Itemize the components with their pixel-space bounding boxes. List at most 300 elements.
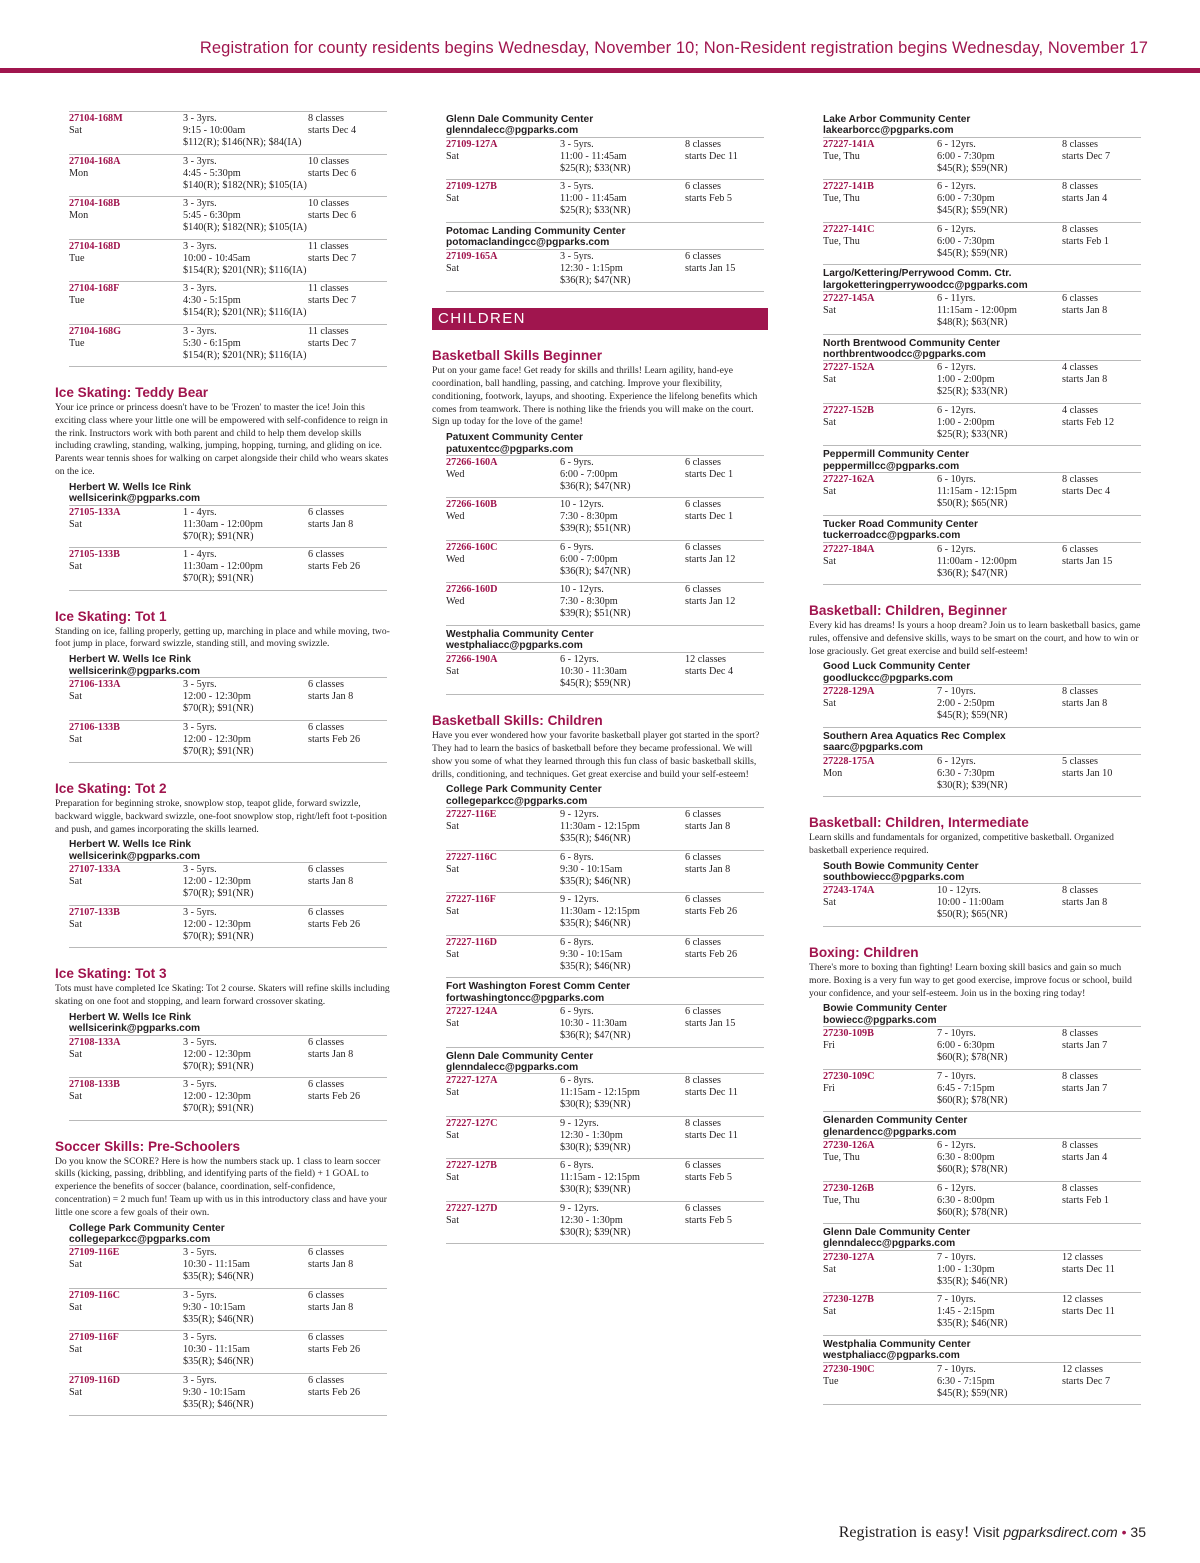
- class-start: starts Dec 7: [308, 337, 357, 349]
- class-start: starts Dec 7: [1062, 150, 1111, 162]
- class-time: 12:00 - 12:30pm: [183, 691, 251, 702]
- table-row: [823, 1070, 1141, 1113]
- class-time: 11:15am - 12:15pm: [560, 1172, 640, 1184]
- location: [823, 861, 1145, 884]
- class-fee: $35(R); $46(NR): [560, 833, 631, 845]
- class-age: 6 - 8yrs.: [560, 1160, 594, 1172]
- class-age: 6 - 12yrs.: [937, 138, 976, 150]
- class-day: Sat: [69, 733, 83, 745]
- class-age: 6 - 10yrs.: [937, 474, 976, 486]
- class-time: 6:30 - 8:00pm: [937, 1194, 995, 1206]
- class-fee: $35(R); $46(NR): [183, 1271, 254, 1283]
- location-name: Good Luck Community Center: [823, 661, 971, 673]
- location-name: Potomac Landing Community Center: [446, 225, 626, 237]
- table-row: [446, 137, 764, 181]
- class-code: 27230-190C: [823, 1363, 875, 1375]
- class-start: starts Jan 15: [1062, 555, 1113, 567]
- class-code: 27266-160C: [446, 541, 498, 553]
- class-age: 6 - 8yrs.: [560, 1075, 594, 1087]
- class-day: Mon: [69, 167, 89, 179]
- class-fee: $70(R); $91(NR): [183, 930, 254, 942]
- table-row: [446, 851, 764, 894]
- location: [823, 1115, 1145, 1138]
- class-fee: $35(R); $46(NR): [183, 1398, 254, 1410]
- table-row: [823, 137, 1141, 181]
- class-start: starts Feb 12: [1062, 416, 1115, 428]
- class-day: Tue: [823, 1375, 839, 1387]
- class-code: 27228-175A: [823, 755, 875, 767]
- class-count: 6 classes: [308, 1247, 344, 1259]
- class-start: starts Jan 8: [308, 1048, 354, 1060]
- location: [69, 482, 391, 505]
- class-age: 9 - 12yrs.: [560, 809, 599, 821]
- location-name: Glenn Dale Community Center: [823, 1227, 971, 1238]
- class-fee: $112(R); $146(NR); $84(IA): [183, 137, 302, 148]
- class-start: starts Dec 7: [308, 252, 357, 264]
- table-row: [446, 541, 764, 584]
- class-count: 6 classes: [685, 851, 721, 863]
- class-start: starts Dec 11: [685, 1087, 738, 1099]
- location: [823, 1339, 1145, 1362]
- table-row: [446, 249, 764, 293]
- class-time: 12:30 - 1:30pm: [560, 1129, 623, 1141]
- class-time: 11:00 - 11:45am: [560, 150, 627, 162]
- location-name: Herbert W. Wells Ice Rink: [69, 481, 192, 493]
- location: [823, 338, 1145, 361]
- class-day: Sat: [69, 125, 83, 136]
- class-age: 9 - 12yrs.: [560, 894, 599, 906]
- class-count: 8 classes: [1062, 1140, 1098, 1151]
- class-day: Sat: [69, 518, 83, 530]
- class-fee: $25(R); $33(NR): [937, 386, 1008, 398]
- location: [446, 981, 768, 1004]
- class-count: 8 classes: [1062, 1182, 1098, 1194]
- location-email: goodluckcc@pgparks.com: [823, 672, 953, 684]
- class-start: starts Jan 8: [308, 518, 354, 530]
- class-day: Mon: [823, 767, 843, 779]
- class-age: 10 - 12yrs.: [937, 885, 981, 897]
- class-time: 12:00 - 12:30pm: [183, 876, 251, 888]
- class-count: 8 classes: [1062, 223, 1098, 235]
- location-email: glenardencc@pgparks.com: [823, 1126, 957, 1138]
- class-fee: $36(R); $47(NR): [560, 1030, 631, 1042]
- location-email: saarc@pgparks.com: [823, 742, 923, 754]
- class-start: starts Jan 8: [685, 821, 731, 833]
- class-count: 12 classes: [1062, 1294, 1104, 1306]
- location-email: fortwashingtoncc@pgparks.com: [446, 992, 605, 1004]
- table-row: [446, 1202, 764, 1245]
- class-count: 12 classes: [1062, 1251, 1104, 1263]
- table-row: [69, 721, 387, 764]
- class-age: 9 - 12yrs.: [560, 1117, 599, 1129]
- class-count: 11 classes: [308, 240, 349, 252]
- class-code: 27227-141B: [823, 181, 874, 193]
- class-day: Tue, Thu: [823, 1152, 860, 1163]
- location-name: Bowie Community Center: [823, 1003, 947, 1015]
- class-fee: $35(R); $46(NR): [560, 960, 631, 972]
- class-time: 4:45 - 5:30pm: [183, 167, 241, 179]
- class-code: 27104-168G: [69, 325, 122, 337]
- class-day: Tue: [69, 337, 85, 349]
- class-table: [823, 1250, 1141, 1336]
- class-day: Sat: [69, 876, 83, 888]
- location-name: Peppermill Community Center: [823, 449, 970, 461]
- class-count: 6 classes: [685, 250, 721, 262]
- class-fee: $35(R); $46(NR): [183, 1313, 254, 1325]
- class-count: 6 classes: [308, 906, 344, 918]
- class-count: 6 classes: [685, 1202, 721, 1214]
- table-row: [69, 677, 387, 721]
- location-name: Southern Area Aquatics Rec Complex: [823, 730, 1006, 742]
- location: [69, 1012, 391, 1035]
- class-age: 6 - 12yrs.: [937, 181, 976, 193]
- table-row: [823, 360, 1141, 404]
- class-fee: $30(R); $39(NR): [560, 1099, 631, 1111]
- class-code: 27108-133A: [69, 1036, 121, 1048]
- class-day: Tue: [69, 295, 85, 306]
- class-table: [446, 807, 764, 978]
- class-age: 6 - 12yrs.: [560, 653, 599, 665]
- class-count: 6 classes: [1062, 543, 1098, 555]
- table-row: [823, 542, 1141, 586]
- location-name: Glenarden Community Center: [823, 1115, 968, 1127]
- class-count: 12 classes: [1062, 1363, 1104, 1375]
- class-start: starts Jan 8: [1062, 374, 1108, 386]
- class-time: 12:00 - 12:30pm: [183, 1048, 251, 1060]
- section-title: Soccer Skills: Pre-Schoolers: [55, 1138, 241, 1154]
- class-fee: $140(R); $182(NR); $105(IA): [183, 179, 307, 191]
- location-email: tuckerroadcc@pgparks.com: [823, 530, 961, 542]
- class-age: 3 - 3yrs.: [183, 155, 217, 167]
- class-start: starts Dec 11: [685, 1129, 738, 1141]
- location-email: southbowiecc@pgparks.com: [823, 872, 965, 884]
- location: [69, 839, 391, 862]
- class-age: 7 - 10yrs.: [937, 1251, 976, 1263]
- table-row: [69, 548, 387, 591]
- class-count: 6 classes: [308, 1332, 344, 1344]
- class-start: starts Dec 6: [308, 167, 357, 179]
- location-email: largoketteringperrywoodcc@pgparks.com: [823, 279, 1028, 291]
- class-count: 6 classes: [308, 1289, 344, 1301]
- class-count: 8 classes: [1062, 181, 1098, 193]
- class-fee: $60(R); $78(NR): [937, 1164, 1008, 1175]
- class-fee: $35(R); $46(NR): [937, 1318, 1008, 1330]
- footer-url-link[interactable]: pgparksdirect.com: [1003, 1524, 1118, 1540]
- table-row: [69, 862, 387, 906]
- class-day: Sat: [823, 416, 837, 428]
- class-time: 5:30 - 6:15pm: [183, 337, 241, 349]
- class-code: 27227-184A: [823, 543, 875, 555]
- class-day: Sat: [446, 193, 460, 205]
- location-email: glenndalecc@pgparks.com: [446, 1061, 579, 1073]
- table-row: [69, 240, 387, 283]
- location-email: westphaliacc@pgparks.com: [823, 1350, 960, 1362]
- table-row: [446, 1117, 764, 1160]
- class-code: 27109-116D: [69, 1374, 120, 1386]
- location-email: patuxentcc@pgparks.com: [446, 443, 574, 455]
- location-name: South Bowie Community Center: [823, 860, 979, 872]
- class-count: 6 classes: [308, 1079, 344, 1091]
- class-code: 27266-160A: [446, 456, 498, 468]
- class-day: Sat: [446, 1172, 460, 1184]
- class-table: [446, 249, 764, 293]
- class-fee: $45(R); $59(NR): [937, 710, 1008, 722]
- class-count: 8 classes: [1062, 686, 1098, 698]
- class-fee: $35(R); $46(NR): [560, 875, 631, 887]
- table-row: [69, 1035, 387, 1079]
- class-age: 7 - 10yrs.: [937, 1028, 976, 1040]
- class-day: Fri: [823, 1082, 835, 1094]
- class-day: Sat: [446, 863, 460, 875]
- class-time: 9:30 - 10:15am: [183, 1386, 246, 1398]
- class-table: [446, 137, 764, 223]
- class-age: 3 - 3yrs.: [183, 325, 217, 337]
- class-table: [823, 684, 1141, 728]
- class-start: starts Jan 8: [685, 863, 731, 875]
- class-code: 27105-133A: [69, 506, 121, 518]
- table-row: [823, 1250, 1141, 1294]
- class-table: [823, 754, 1141, 798]
- location-name: Tucker Road Community Center: [823, 518, 978, 530]
- table-row: [69, 1374, 387, 1417]
- table-row: [823, 1026, 1141, 1070]
- class-age: 6 - 12yrs.: [937, 1182, 976, 1194]
- class-age: 3 - 5yrs.: [560, 138, 594, 150]
- class-age: 6 - 12yrs.: [937, 404, 976, 416]
- table-row: [446, 498, 764, 541]
- location-email: collegeparkcc@pgparks.com: [446, 795, 588, 807]
- class-day: Sat: [69, 918, 83, 930]
- location-email: wellsicerink@pgparks.com: [69, 493, 201, 505]
- class-table: [823, 1138, 1141, 1224]
- class-start: starts Feb 26: [685, 948, 738, 960]
- class-age: 3 - 5yrs.: [183, 679, 217, 690]
- class-code: 27227-127C: [446, 1117, 498, 1129]
- class-age: 10 - 12yrs.: [560, 584, 604, 596]
- class-fee: $45(R); $59(NR): [937, 162, 1008, 174]
- class-time: 12:00 - 12:30pm: [183, 733, 251, 745]
- class-fee: $25(R); $33(NR): [560, 205, 631, 217]
- class-count: 11 classes: [308, 283, 349, 294]
- class-time: 11:30am - 12:00pm: [183, 561, 263, 573]
- class-time: 10:30 - 11:30am: [560, 665, 627, 677]
- class-day: Tue, Thu: [823, 150, 860, 162]
- table-row: [69, 111, 387, 155]
- class-age: 7 - 10yrs.: [937, 1363, 976, 1375]
- page-footer: [839, 1524, 1146, 1542]
- class-code: 27109-116E: [69, 1247, 120, 1259]
- class-start: starts Dec 4: [1062, 486, 1111, 498]
- section-description: Every kid has dreams! Is yours a hoop dream? Join us to learn basketball basics, game rules, offensive and defensive skills, ways to be smart on the court, and how to win or lose graciously. Get great exercise and build self-esteem!: [809, 620, 1141, 657]
- table-row: [446, 652, 764, 696]
- class-fee: $70(R); $91(NR): [183, 530, 254, 542]
- class-age: 6 - 12yrs.: [937, 543, 976, 555]
- table-row: [446, 936, 764, 979]
- class-code: 27107-133A: [69, 864, 121, 876]
- table-row: [446, 180, 764, 223]
- class-fee: $70(R); $91(NR): [183, 888, 254, 900]
- class-age: 3 - 3yrs.: [183, 283, 217, 294]
- class-count: 6 classes: [308, 864, 344, 876]
- class-count: 11 classes: [308, 325, 349, 337]
- class-day: Wed: [446, 553, 465, 565]
- class-time: 6:30 - 8:00pm: [937, 1152, 995, 1163]
- table-row: [823, 472, 1141, 516]
- class-count: 6 classes: [685, 181, 721, 193]
- class-code: 27106-133A: [69, 679, 121, 690]
- location-name: Herbert W. Wells Ice Rink: [69, 839, 192, 851]
- section-description: Learn skills and fundamentals for organized, competitive basketball. Organized basketball experience required.: [809, 832, 1114, 856]
- class-time: 11:30am - 12:15pm: [560, 821, 640, 833]
- class-code: 27227-152B: [823, 404, 874, 416]
- class-fee: $36(R); $47(NR): [560, 565, 631, 577]
- class-code: 27227-127A: [446, 1075, 498, 1087]
- class-time: 12:00 - 12:30pm: [183, 918, 251, 930]
- class-age: 7 - 10yrs.: [937, 1070, 976, 1082]
- location: [446, 629, 768, 652]
- class-code: 27227-116E: [446, 809, 497, 821]
- class-age: 6 - 12yrs.: [937, 362, 976, 374]
- class-day: Sat: [69, 1301, 83, 1313]
- class-code: 27109-127A: [446, 138, 498, 150]
- class-time: 12:00 - 12:30pm: [183, 1091, 251, 1103]
- class-time: 1:00 - 2:00pm: [937, 374, 995, 386]
- location: [446, 226, 768, 249]
- location-email: bowiecc@pgparks.com: [823, 1014, 937, 1026]
- class-count: 6 classes: [685, 584, 721, 596]
- class-table: [823, 291, 1141, 335]
- class-code: 27107-133B: [69, 906, 120, 918]
- table-row: [69, 906, 387, 949]
- class-age: 3 - 5yrs.: [183, 1247, 217, 1259]
- class-time: 10:30 - 11:15am: [183, 1259, 250, 1271]
- class-fee: $39(R); $51(NR): [560, 523, 631, 535]
- class-count: 8 classes: [685, 1075, 721, 1087]
- class-code: 27230-127B: [823, 1294, 874, 1306]
- class-table: [69, 1245, 387, 1416]
- class-age: 9 - 12yrs.: [560, 1202, 599, 1214]
- class-start: starts Jan 8: [1062, 305, 1108, 317]
- location: [446, 432, 768, 455]
- location-email: glenndalecc@pgparks.com: [823, 1238, 956, 1250]
- class-time: 9:30 - 10:15am: [183, 1301, 246, 1313]
- section-description: Standing on ice, falling properly, getting up, marching in place and while moving, two-foot jump in place, forward swizzle, standing still, and moving swizzle.: [55, 625, 390, 650]
- table-row: [823, 291, 1141, 335]
- class-code: 27227-145A: [823, 293, 875, 305]
- location: [446, 1051, 768, 1074]
- location-name: Glenn Dale Community Center: [446, 114, 594, 125]
- class-count: 8 classes: [1062, 885, 1098, 897]
- class-table: [446, 652, 764, 696]
- class-start: starts Feb 26: [685, 906, 738, 918]
- class-count: 8 classes: [308, 113, 344, 124]
- class-age: 3 - 5yrs.: [560, 250, 594, 262]
- class-table: [69, 111, 387, 367]
- location: [823, 268, 1145, 291]
- table-row: [446, 807, 764, 851]
- location-name: College Park Community Center: [446, 784, 602, 796]
- class-day: Sat: [69, 1259, 83, 1271]
- class-fee: $45(R); $59(NR): [937, 205, 1008, 217]
- table-row: [446, 1073, 764, 1117]
- class-table: [69, 505, 387, 591]
- class-day: Tue: [69, 252, 85, 264]
- class-start: starts Jan 8: [308, 691, 354, 702]
- class-table: [823, 1026, 1141, 1112]
- class-start: starts Jan 4: [1062, 1152, 1108, 1163]
- section-description: Tots must have completed Ice Skating: Tot 2 course. Skaters will refine skills including skating on one foot and stopping, and learn forward crossover skating.: [55, 983, 390, 1007]
- class-fee: $154(R); $201(NR); $116(IA): [183, 349, 307, 361]
- location-name: Herbert W. Wells Ice Rink: [69, 1011, 192, 1023]
- class-fee: $50(R); $65(NR): [937, 498, 1008, 510]
- class-start: starts Dec 4: [308, 125, 357, 136]
- class-time: 10:30 - 11:15am: [183, 1344, 250, 1356]
- class-code: 27109-116F: [69, 1332, 119, 1344]
- class-start: starts Feb 26: [308, 561, 361, 573]
- class-time: 6:00 - 7:30pm: [937, 150, 995, 162]
- section-description: Do you know the SCORE? Here is how the numbers stack up. 1 class to learn soccer skills (kicking, passing, dribbling, and identifying parts of the field) + 1 GOAL to experience the benefits of soccer (balance, coordination, self-confidence, concentration) = 2 much fun! Team up with us in this introductory class and have your little one score a few goals of their own.: [55, 1155, 388, 1218]
- footer-lead: Registration is easy!: [838, 1524, 970, 1541]
- class-count: 6 classes: [308, 721, 344, 733]
- class-fee: $30(R); $39(NR): [560, 1141, 631, 1153]
- class-table: [69, 862, 387, 948]
- class-start: starts Dec 11: [1062, 1306, 1115, 1318]
- class-age: 7 - 10yrs.: [937, 686, 976, 698]
- class-time: 11:30am - 12:15pm: [560, 906, 640, 918]
- class-code: 27104-168A: [69, 155, 121, 167]
- class-count: 6 classes: [685, 1006, 721, 1018]
- class-count: 10 classes: [308, 155, 350, 167]
- class-count: 6 classes: [308, 1374, 344, 1386]
- class-age: 3 - 5yrs.: [183, 906, 217, 918]
- table-row: [69, 1245, 387, 1289]
- class-age: 10 - 12yrs.: [560, 499, 604, 511]
- footer-bullet: •: [1121, 1524, 1127, 1540]
- class-fee: $70(R); $91(NR): [183, 1060, 254, 1072]
- class-day: Tue, Thu: [823, 235, 860, 247]
- class-code: 27227-116F: [446, 894, 496, 906]
- class-age: 3 - 3yrs.: [183, 113, 217, 124]
- location: [446, 784, 768, 807]
- table-row: [69, 197, 387, 240]
- section-title: Ice Skating: Tot 1: [55, 608, 167, 624]
- location-email: lakearborcc@pgparks.com: [823, 125, 954, 137]
- class-time: 10:30 - 11:30am: [560, 1018, 627, 1030]
- class-fee: $70(R); $91(NR): [183, 1103, 254, 1115]
- class-count: 4 classes: [1062, 362, 1098, 374]
- location-email: wellsicerink@pgparks.com: [69, 1023, 201, 1035]
- class-day: Sat: [446, 262, 460, 274]
- class-code: 27227-124A: [446, 1006, 498, 1018]
- location-name: Glenn Dale Community Center: [446, 1050, 594, 1062]
- class-fee: $60(R); $78(NR): [937, 1094, 1008, 1106]
- class-table: [823, 360, 1141, 446]
- class-table: [446, 455, 764, 626]
- class-fee: $30(R); $39(NR): [560, 1184, 631, 1196]
- class-start: starts Dec 1: [685, 468, 734, 480]
- class-count: 8 classes: [1062, 474, 1098, 486]
- class-count: 6 classes: [685, 499, 721, 511]
- class-time: 11:00 - 11:45am: [560, 193, 627, 205]
- column-3: [809, 111, 1145, 1405]
- section-title: Ice Skating: Tot 2: [55, 781, 167, 796]
- class-start: starts Jan 15: [685, 1018, 736, 1030]
- class-code: 27230-126B: [823, 1182, 874, 1194]
- class-code: 27104-168D: [69, 240, 121, 252]
- class-table: [446, 1073, 764, 1244]
- class-fee: $45(R); $59(NR): [937, 247, 1008, 259]
- class-fee: $70(R); $91(NR): [183, 703, 254, 714]
